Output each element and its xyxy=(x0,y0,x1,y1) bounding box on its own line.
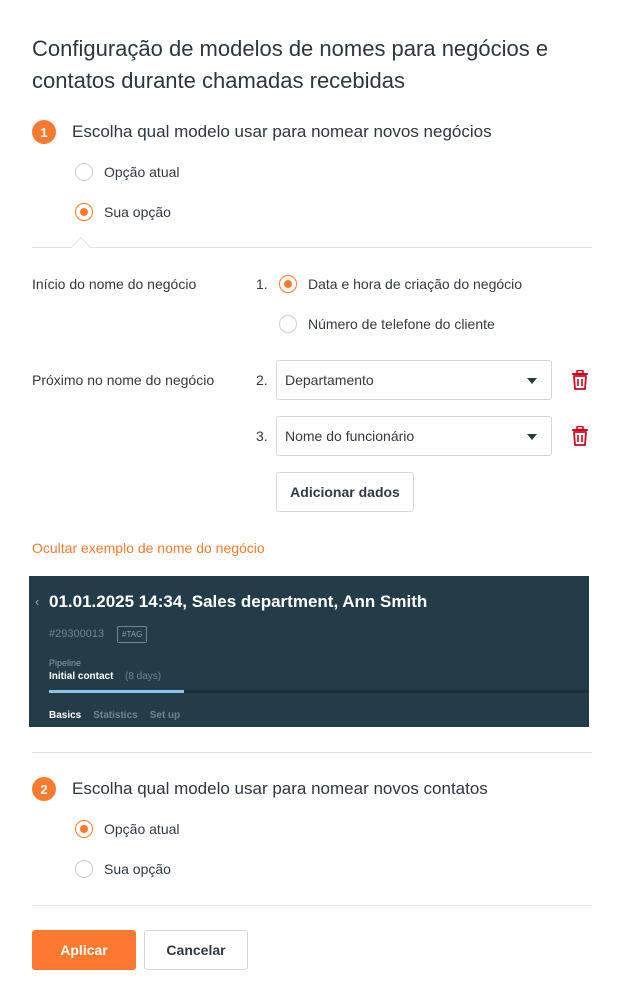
preview-tab-setup[interactable]: Set up xyxy=(149,710,181,721)
preview-tab-statistics[interactable]: Statistics xyxy=(93,710,138,721)
section-divider xyxy=(32,247,592,248)
trash-icon[interactable] xyxy=(571,370,589,390)
preview-pipeline-label: Pipeline xyxy=(49,658,82,668)
radio-label: Opção atual xyxy=(104,821,180,837)
preview-tab-basics[interactable]: Basics xyxy=(49,710,82,721)
radio-label: Sua opção xyxy=(104,861,171,877)
cancel-button[interactable]: Cancelar xyxy=(144,930,248,970)
radio-label: Data e hora de criação do negócio xyxy=(308,276,523,292)
deal-name-preview xyxy=(29,576,589,727)
chevron-left-icon[interactable]: ‹ xyxy=(35,594,40,609)
step-1-header xyxy=(32,119,492,145)
radio-label: Opção atual xyxy=(104,164,180,180)
preview-days: (8 days) xyxy=(125,671,162,682)
trash-icon[interactable] xyxy=(571,426,589,446)
preview-tabs xyxy=(49,710,180,721)
position-number: 1. xyxy=(256,276,268,292)
position-number: 2. xyxy=(256,372,268,388)
deal-next-label: Próximo no nome do negócio xyxy=(32,372,215,388)
select-value: Departamento xyxy=(285,372,374,388)
radio-label: Sua opção xyxy=(104,204,171,220)
step-number-badge: 1 xyxy=(32,120,56,144)
add-data-button[interactable]: Adicionar dados xyxy=(276,472,414,512)
deal-field-select-employee[interactable] xyxy=(276,416,552,456)
preview-deal-title: 01.01.2025 14:34, Sales department, Ann Smith xyxy=(49,592,428,611)
preview-deal-id: #29300013 xyxy=(49,628,105,640)
preview-tag: #TAG xyxy=(117,626,147,643)
page-title: Configuração de modelos de nomes para negócios e contatos durante chamadas recebidas xyxy=(32,36,549,93)
radio-button[interactable] xyxy=(279,315,297,333)
deal-option-custom[interactable] xyxy=(75,203,171,221)
step-2-header xyxy=(32,776,488,802)
deal-start-option-datetime[interactable] xyxy=(279,275,522,293)
radio-button[interactable] xyxy=(75,203,93,221)
radio-button[interactable] xyxy=(279,275,297,293)
deal-field-select-department[interactable] xyxy=(276,360,552,400)
preview-progress-bar xyxy=(49,690,184,693)
caret-down-icon xyxy=(527,434,537,440)
step-number-badge: 2 xyxy=(32,777,56,801)
position-number: 3. xyxy=(256,428,268,444)
hide-example-link[interactable]: Ocultar exemplo de nome do negócio xyxy=(32,540,265,556)
step-1-title: Escolha qual modelo usar para nomear novos negócios xyxy=(72,122,492,141)
divider-notch xyxy=(71,237,91,257)
section-divider xyxy=(32,905,592,906)
radio-label: Número de telefone do cliente xyxy=(308,316,495,332)
preview-stage: Initial contact xyxy=(49,671,114,682)
select-value: Nome do funcionário xyxy=(285,428,415,444)
caret-down-icon xyxy=(527,378,537,384)
radio-button[interactable] xyxy=(75,163,93,181)
radio-button[interactable] xyxy=(75,860,93,878)
deal-option-current[interactable] xyxy=(75,163,180,181)
radio-button[interactable] xyxy=(75,820,93,838)
step-2-title: Escolha qual modelo usar para nomear novos contatos xyxy=(72,779,488,798)
contact-option-custom[interactable] xyxy=(75,860,171,878)
deal-start-label: Início do nome do negócio xyxy=(32,276,197,292)
contact-option-current[interactable] xyxy=(75,820,180,838)
deal-start-option-phone[interactable] xyxy=(279,315,495,333)
apply-button[interactable]: Aplicar xyxy=(32,930,136,970)
section-divider xyxy=(32,752,592,753)
